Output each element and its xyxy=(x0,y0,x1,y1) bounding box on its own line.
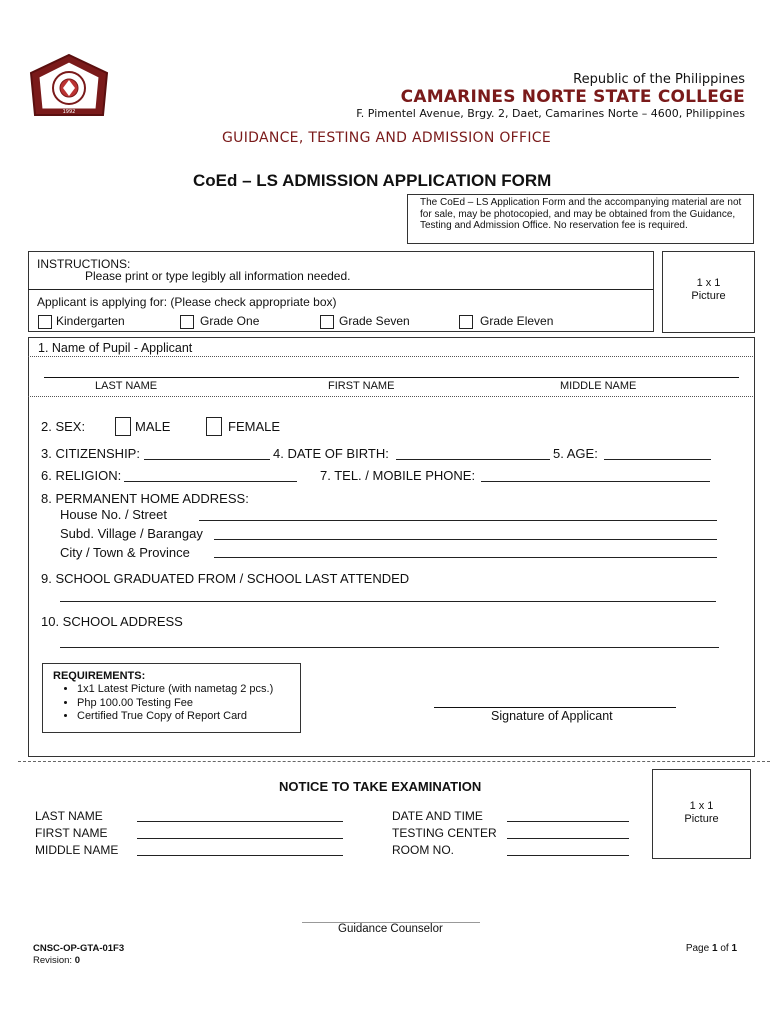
sex-label: 2. SEX: xyxy=(41,419,86,434)
religion-field[interactable] xyxy=(124,481,297,482)
middle-name-caption: MIDDLE NAME xyxy=(560,380,637,392)
office-name: GUIDANCE, TESTING AND ADMISSION OFFICE xyxy=(222,130,552,146)
city-field[interactable] xyxy=(214,557,717,558)
page-prefix: Page xyxy=(685,943,710,954)
age-field[interactable] xyxy=(604,459,711,460)
room-field[interactable] xyxy=(507,855,629,856)
svg-text:1992: 1992 xyxy=(62,109,76,115)
cut-line xyxy=(18,761,770,762)
signature-label: Signature of Applicant xyxy=(491,709,613,723)
checkbox-grade-one[interactable] xyxy=(180,315,194,329)
notice-picture-box[interactable] xyxy=(652,769,751,859)
checkbox-grade-eleven[interactable] xyxy=(459,315,473,329)
age-label: 5. AGE: xyxy=(553,446,598,461)
requirement-item: • Php 100.00 Testing Fee xyxy=(77,697,300,711)
checkbox-kindergarten[interactable] xyxy=(38,315,52,329)
republic-text: Republic of the Philippines xyxy=(573,72,745,87)
notice-title: NOTICE TO TAKE EXAMINATION xyxy=(279,779,482,794)
signature-field[interactable] xyxy=(434,707,676,708)
notice-middle-name-field[interactable] xyxy=(137,855,343,856)
grade-eleven-label: Grade Eleven xyxy=(480,314,554,328)
city-label: City / Town & Province xyxy=(60,545,190,560)
religion-label: 6. RELIGION: xyxy=(41,468,122,483)
requirements-list xyxy=(43,683,300,724)
testing-center-field[interactable] xyxy=(507,838,629,839)
availability-notice-box xyxy=(407,194,754,244)
requirements-title: REQUIREMENTS: xyxy=(53,670,146,682)
notice-picture-label: 1 x 1 Picture xyxy=(684,800,719,825)
grade-one-label: Grade One xyxy=(200,314,260,328)
picture-box[interactable] xyxy=(662,251,755,333)
revision xyxy=(33,955,80,966)
page-of: of xyxy=(720,943,729,954)
counselor-label: Guidance Counselor xyxy=(338,923,443,935)
date-time-label: DATE AND TIME xyxy=(392,809,483,823)
house-field[interactable] xyxy=(199,520,717,521)
last-name-caption: LAST NAME xyxy=(95,380,158,392)
grade-seven-label: Grade Seven xyxy=(339,314,410,328)
name-label: 1. Name of Pupil - Applicant xyxy=(38,341,193,355)
testing-center-label: TESTING CENTER xyxy=(392,826,497,840)
first-name-caption: FIRST NAME xyxy=(328,380,395,392)
form-code: CNSC-OP-GTA-01F3 xyxy=(33,943,125,954)
school-field[interactable] xyxy=(60,601,716,602)
notice-last-name-label: LAST NAME xyxy=(35,809,103,823)
revision-label: Revision: xyxy=(33,955,73,966)
room-label: ROOM NO. xyxy=(392,843,454,857)
address-label: 8. PERMANENT HOME ADDRESS: xyxy=(41,491,249,506)
subd-field[interactable] xyxy=(214,539,717,540)
notice-last-name-field[interactable] xyxy=(137,821,343,822)
dob-field[interactable] xyxy=(396,459,550,460)
college-seal xyxy=(27,53,111,121)
grade-kindergarten-label: Kindergarten xyxy=(56,314,125,328)
college-address: F. Pimentel Avenue, Brgy. 2, Daet, Camarines Norte – 4600, Philippines xyxy=(356,107,745,120)
name-input-line[interactable] xyxy=(44,377,739,378)
dob-label: 4. DATE OF BIRTH: xyxy=(273,446,389,461)
checkbox-male[interactable] xyxy=(115,417,131,436)
requirement-item: • 1x1 Latest Picture (with nametag 2 pcs.) xyxy=(77,683,300,697)
phone-field[interactable] xyxy=(481,481,710,482)
instructions-divider xyxy=(28,289,653,290)
page-total: 1 xyxy=(731,943,737,954)
revision-value: 0 xyxy=(74,955,81,966)
page-current: 1 xyxy=(711,943,718,954)
male-label: MALE xyxy=(135,419,171,434)
availability-notice-text: The CoEd – LS Application Form and the accompanying material are not for sale, may be photocopied, and may be obtained from the Guidance, Testing and Admission Office. No reservation fee is required. xyxy=(420,197,742,231)
phone-label: 7. TEL. / MOBILE PHONE: xyxy=(320,468,476,483)
applying-label: Applicant is applying for: (Please check appropriate box) xyxy=(37,295,337,309)
page-number xyxy=(686,943,737,954)
notice-first-name-label: FIRST NAME xyxy=(35,826,108,840)
notice-first-name-field[interactable] xyxy=(137,838,343,839)
requirement-item: • Certified True Copy of Report Card xyxy=(77,710,300,724)
instructions-label: INSTRUCTIONS: xyxy=(37,257,131,271)
name-divider xyxy=(28,356,753,357)
female-label: FEMALE xyxy=(228,419,281,434)
form-title: CoEd – LS ADMISSION APPLICATION FORM xyxy=(193,171,552,190)
school-label: 9. SCHOOL GRADUATED FROM / SCHOOL LAST ATTENDED xyxy=(41,571,410,586)
house-label: House No. / Street xyxy=(60,507,167,522)
citizenship-label: 3. CITIZENSHIP: xyxy=(41,446,140,461)
school-address-field[interactable] xyxy=(60,647,719,648)
requirements-box xyxy=(42,663,301,733)
checkbox-grade-seven[interactable] xyxy=(320,315,334,329)
picture-label: 1 x 1 Picture xyxy=(691,277,726,302)
instructions-text: Please print or type legibly all information needed. xyxy=(85,269,351,283)
name-section-divider xyxy=(28,396,753,397)
subd-label: Subd. Village / Barangay xyxy=(60,526,203,541)
date-time-field[interactable] xyxy=(507,821,629,822)
checkbox-female[interactable] xyxy=(206,417,222,436)
citizenship-field[interactable] xyxy=(144,459,270,460)
seal-icon xyxy=(27,53,111,121)
notice-middle-name-label: MIDDLE NAME xyxy=(35,843,119,857)
school-address-label: 10. SCHOOL ADDRESS xyxy=(41,614,183,629)
college-name: CAMARINES NORTE STATE COLLEGE xyxy=(400,87,745,107)
